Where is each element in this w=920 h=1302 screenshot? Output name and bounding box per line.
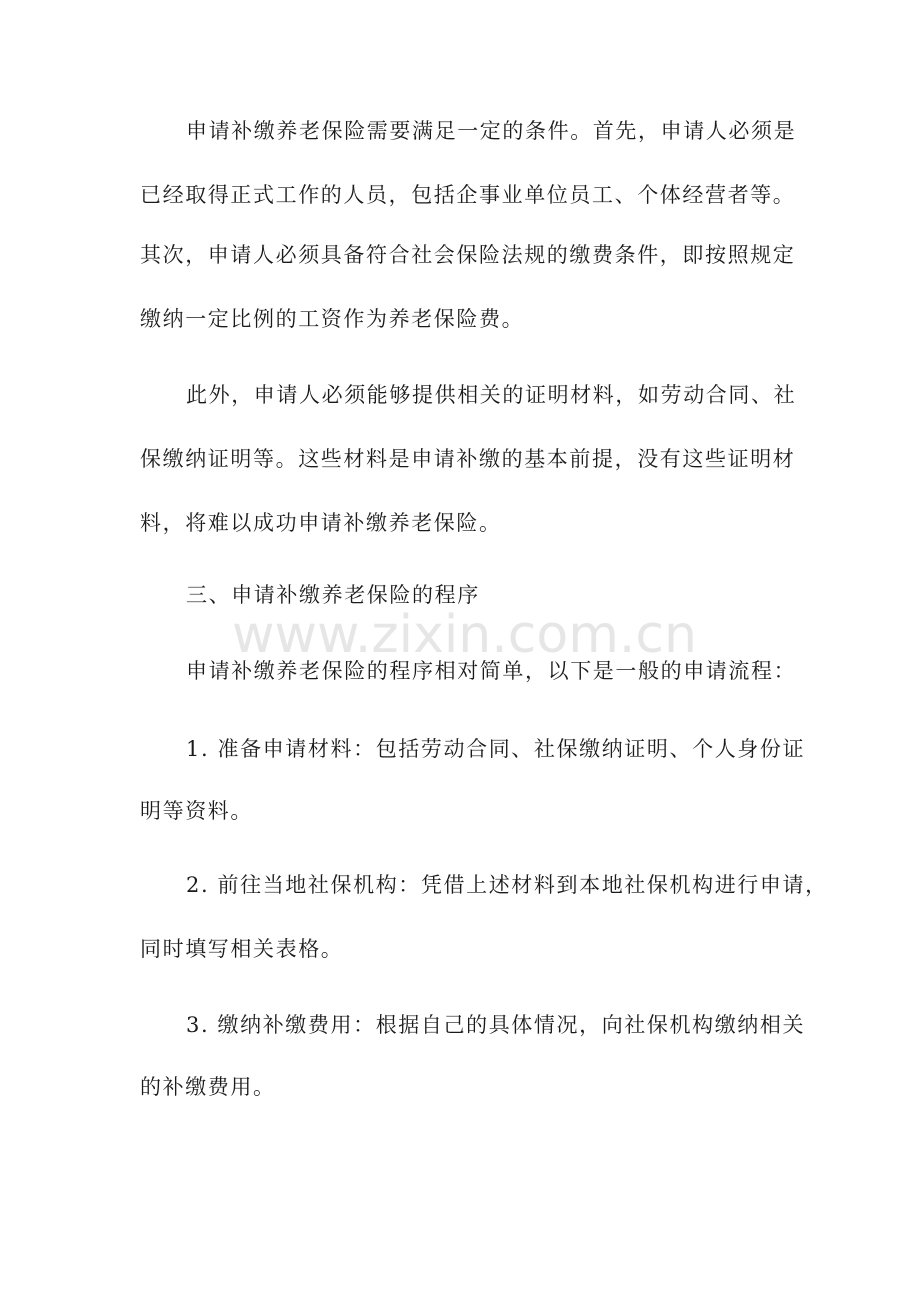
step-1-line-1: 1. 准备申请材料：包括劳动合同、社保缴纳证明、个人身份证 bbox=[186, 737, 806, 761]
step-2-line-2: 同时填写相关表格。 bbox=[140, 937, 344, 961]
step-1-line-2: 明等资料。 bbox=[140, 799, 253, 823]
paragraph-2-line-2: 保缴纳证明等。这些材料是申请补缴的基本前提，没有这些证明材 bbox=[140, 447, 796, 471]
step-2-line-1: 2. 前往当地社保机构：凭借上述材料到本地社保机构进行申请， bbox=[186, 873, 828, 897]
step-3-line-2: 的补缴费用。 bbox=[140, 1075, 276, 1099]
watermark-text: www.zixin.com.cn bbox=[232, 605, 697, 665]
step-3-line-1: 3. 缴纳补缴费用：根据自己的具体情况，向社保机构缴纳相关 bbox=[186, 1013, 806, 1037]
paragraph-2-line-1: 此外，申请人必须能够提供相关的证明材料，如劳动合同、社 bbox=[186, 383, 797, 407]
paragraph-1-line-4: 缴纳一定比例的工资作为养老保险费。 bbox=[140, 307, 525, 331]
paragraph-1-line-2: 已经取得正式工作的人员，包括企事业单位员工、个体经营者等。 bbox=[140, 183, 796, 207]
paragraph-1-line-1: 申请补缴养老保险需要满足一定的条件。首先，申请人必须是 bbox=[186, 119, 797, 143]
paragraph-1-line-3: 其次，申请人必须具备符合社会保险法规的缴费条件，即按照规定 bbox=[140, 243, 796, 267]
section-heading: 三、申请补缴养老保险的程序 bbox=[186, 583, 480, 607]
paragraph-4-line-1: 申请补缴养老保险的程序相对简单，以下是一般的申请流程： bbox=[186, 659, 797, 683]
paragraph-2-line-3: 料，将难以成功申请补缴养老保险。 bbox=[140, 511, 502, 535]
